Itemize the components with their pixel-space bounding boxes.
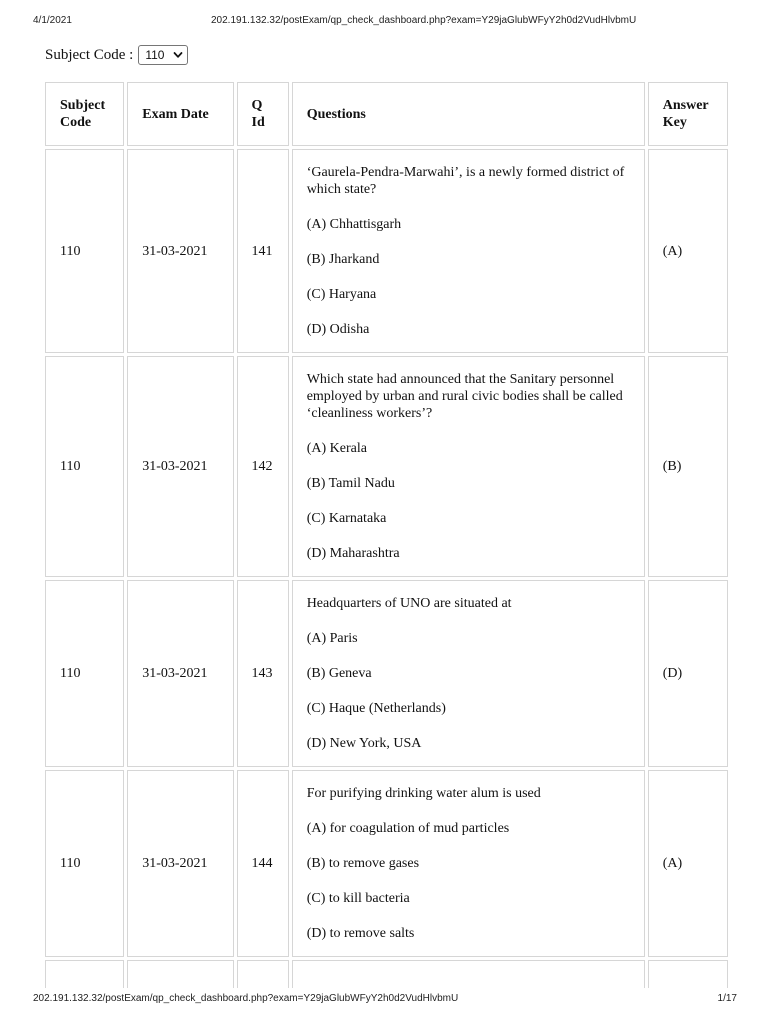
chevron-down-icon [173,50,183,60]
print-date: 4/1/2021 [33,15,72,26]
table-row [45,960,728,988]
cell-answer-key [648,960,728,988]
cell-subject-code: 110 [45,356,124,577]
table-row [45,356,728,577]
cell-question [292,149,645,353]
question-text: For purifying drinking water alum is used [306,786,541,801]
cell-q-id: 141 [237,149,289,353]
option-a: (A) Kerala [306,441,367,456]
cell-question [292,580,645,767]
option-d: (D) Odisha [306,322,370,337]
questions-table [42,79,731,988]
table-row [45,580,728,767]
option-c: (C) Karnataka [306,511,387,526]
cell-question [292,356,645,577]
cell-q-id: 142 [237,356,289,577]
questions-table-viewport[interactable] [42,79,731,988]
print-footer [0,993,770,1007]
cell-subject-code: 110 [45,770,124,957]
table-row [45,770,728,957]
option-a: (A) Paris [306,631,358,646]
subject-code-select[interactable] [138,45,188,65]
option-d: (D) New York, USA [306,736,422,751]
footer-url: 202.191.132.32/postExam/qp_check_dashboard.php?exam=Y29jaGlubWFyY2h0d2VudHlvbmU [33,993,459,1004]
cell-answer-key: (A) [648,770,728,957]
cell-answer-key: (A) [648,149,728,353]
cell-answer-key: (B) [648,356,728,577]
header-questions: Questions [292,82,645,146]
print-url: 202.191.132.32/postExam/qp_check_dashboard.php?exam=Y29jaGlubWFyY2h0d2VudHlvbmU [211,15,637,26]
table-row [45,149,728,353]
option-d: (D) Maharashtra [306,546,400,561]
cell-subject-code: 110 [45,149,124,353]
question-text: ‘Gaurela-Pendra-Marwahi’, is a newly formed district of which state? [306,165,625,197]
subject-code-value: 110 [145,48,165,62]
cell-exam-date: 31-03-2021 [127,580,233,767]
cell-exam-date: 31-03-2021 [127,356,233,577]
option-c: (C) Haque (Netherlands) [306,701,446,716]
option-b: (B) to remove gases [306,856,420,871]
option-b: (B) Geneva [306,666,372,681]
cell-subject-code: 110 [45,580,124,767]
subject-filter [45,44,188,66]
option-b: (B) Jharkand [306,252,380,267]
header-subject-code: Subject Code [45,82,124,146]
cell-q-id [237,960,289,988]
option-d: (D) to remove salts [306,926,415,941]
cell-q-id: 143 [237,580,289,767]
header-q-id: Q Id [237,82,289,146]
cell-question [292,770,645,957]
cell-exam-date: 31-03-2021 [127,770,233,957]
question-text: Headquarters of UNO are situated at [306,596,512,611]
print-header [0,15,770,29]
option-a: (A) for coagulation of mud particles [306,821,510,836]
option-c: (C) Haryana [306,287,377,302]
cell-answer-key: (D) [648,580,728,767]
page-number: 1/17 [717,993,737,1004]
question-text: Which state had announced that the Sanitary personnel employed by urban and rural civic bodies shall be called ‘cleanliness workers’? [306,372,623,421]
header-exam-date: Exam Date [127,82,233,146]
option-b: (B) Tamil Nadu [306,476,395,491]
cell-exam-date: 31-03-2021 [127,149,233,353]
header-answer-key: Answer Key [648,82,728,146]
cell-q-id: 144 [237,770,289,957]
cell-subject-code [45,960,124,988]
cell-question [292,960,645,988]
option-c: (C) to kill bacteria [306,891,410,906]
option-a: (A) Chhattisgarh [306,217,402,232]
subject-code-label: Subject Code : [45,46,134,63]
table-header-row [45,82,728,146]
cell-exam-date [127,960,233,988]
